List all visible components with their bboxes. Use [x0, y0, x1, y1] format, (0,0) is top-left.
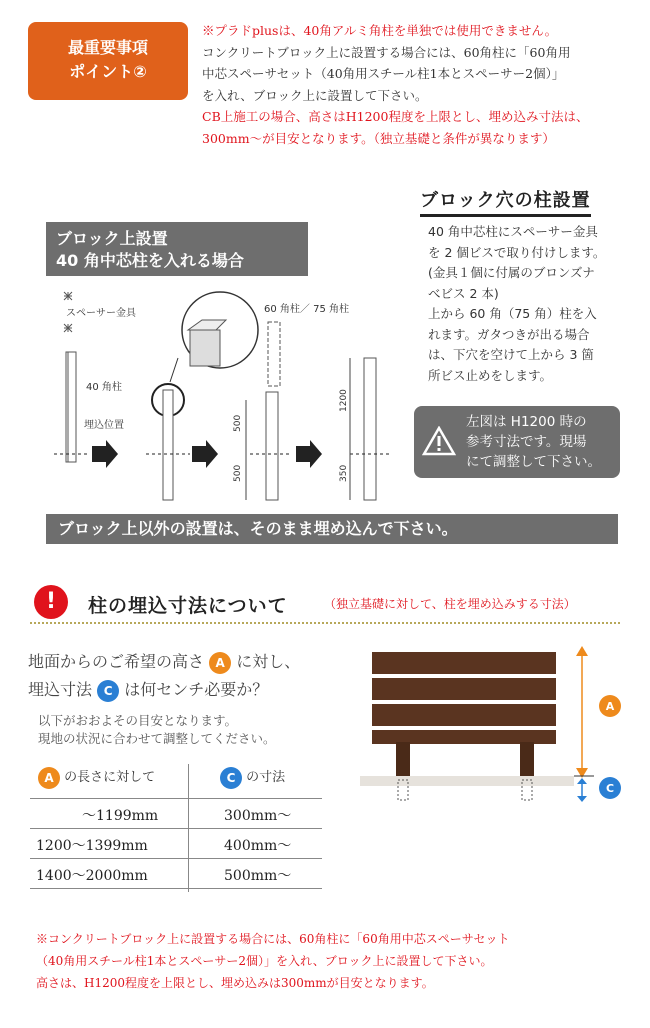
note-line2: 現地の状況に合わせて調整してください。 [38, 731, 276, 746]
note-line1: 以下がおおよその目安となります。 [38, 713, 238, 728]
zoom-pointer [170, 358, 178, 382]
table-head-a-text: の長さに対して [64, 770, 156, 785]
section-header [30, 585, 620, 625]
table-cell: 1400～2000mm [36, 868, 148, 884]
fence-board [372, 730, 556, 744]
dim-500a: 500 [233, 414, 243, 432]
table-cell: 500mm～ [224, 868, 292, 884]
question-l1b: に対し、 [236, 652, 301, 671]
warning-line3: にて調整して下さい。 [466, 454, 601, 470]
question-l2b: は何センチ必要か？ [124, 680, 269, 699]
embed-label: 埋込位置 [84, 420, 124, 431]
post-60-top [268, 322, 280, 386]
badge-a-icon: A [209, 652, 231, 674]
warning-box [414, 406, 620, 478]
arrow-icon [92, 440, 118, 468]
notice-line3: 中芯スペーサセット（40角用スチール柱1本とスペーサー2個）」 [202, 66, 565, 81]
arrow-icon [192, 440, 218, 468]
warning-icon [422, 426, 456, 456]
post-60 [266, 392, 278, 500]
fence-post [520, 742, 534, 776]
block-hole-title: ブロック穴の柱設置 [420, 186, 591, 217]
table-head-c-text: の寸法 [246, 770, 286, 785]
dim-350: 350 [339, 464, 349, 482]
table-head-a [38, 766, 155, 789]
notice-line2: コンクリートブロック上に設置する場合には、60角柱に「60角用 [202, 44, 571, 60]
fence-board [372, 652, 556, 674]
warning-line1: 左図は H1200 時の [466, 414, 587, 430]
desc-line: は、下穴を空けて上から 3 箇 [428, 347, 594, 362]
dim-1200: 1200 [339, 389, 349, 412]
arrow-icon [296, 440, 322, 468]
notice-line4: を入れ、ブロック上に設置して下さい。 [202, 87, 428, 103]
fence-board [372, 678, 556, 700]
notice-line1: ※プラドplusは、40角アルミ角柱を単独では使用できません。 [202, 23, 558, 38]
badge-line1: 最重要事項 [67, 38, 148, 57]
footnote [36, 928, 616, 994]
warning-line2: 参考寸法です。現場 [466, 434, 587, 450]
badge-c-icon: C [220, 767, 242, 789]
footnote-line2: （40角用スチール柱1本とスペーサー2個）」を入れ、ブロック上に設置して下さい。 [36, 954, 493, 968]
desc-line: 40 角中芯柱にスペーサー金具 [428, 224, 598, 239]
table-cell: 300mm～ [224, 808, 292, 824]
post40-label: 40 角柱 [86, 382, 122, 393]
footnote-line3: 高さは、H1200程度を上限とし、埋め込みは300mmが目安となります。 [36, 976, 434, 990]
zoom-post [190, 330, 220, 366]
desc-line: (金具１個に付属のブロンズナ [428, 265, 595, 280]
post-40 [66, 352, 76, 462]
fence-board [372, 704, 556, 726]
installation-diagram [50, 282, 410, 512]
question-l2a: 埋込寸法 [28, 680, 93, 699]
desc-line: 所ビス止めをします。 [428, 367, 553, 383]
notice-line5: CB上施工の場合、高さはH1200程度を上限とし、埋め込み寸法は、 [202, 109, 589, 124]
important-point-badge [28, 22, 188, 100]
desc-line: を 2 個ビスで取り付けします。 [428, 244, 606, 260]
desc-line: れます。ガタつきが出る場合 [428, 326, 590, 342]
on-block-line2: 40 角中芯柱を入れる場合 [56, 251, 244, 270]
table-cell: 1200～1399mm [36, 838, 148, 854]
on-block-banner [46, 222, 308, 276]
section-subtitle: （独立基礎に対して、柱を埋め込みする寸法） [324, 597, 576, 611]
spacer-label: スペーサー金具 [66, 308, 136, 319]
post-stage2 [163, 390, 173, 500]
exclamation-icon: ! [34, 585, 68, 619]
block-hole-desc [428, 222, 618, 386]
table-head-c [220, 766, 285, 789]
notice-line6: 300mm～が目安となります。（独立基礎と条件が異なります） [202, 130, 555, 146]
ground [360, 776, 574, 786]
question-l1a: 地面からのご希望の高さ [28, 652, 205, 671]
other-install-banner: ブロック上以外の設置は、そのまま埋め込んで下さい。 [46, 514, 618, 544]
fence-label-c: C [605, 782, 615, 795]
fence-post [396, 742, 410, 776]
badge-c-icon: C [97, 680, 119, 702]
post-final [364, 358, 376, 500]
fence-illustration [360, 634, 630, 804]
note [38, 712, 276, 748]
dotted-divider [30, 622, 620, 624]
badge-a-icon: A [38, 767, 60, 789]
badge-line2: ポイント② [69, 62, 147, 81]
footnote-line1: ※コンクリートブロック上に設置する場合には、60角柱に「60角用中芯スペーサセット [36, 932, 510, 946]
table-cell: 400mm～ [224, 838, 292, 854]
post60-label: 60 角柱／ 75 角柱 [264, 304, 349, 315]
dim-500b: 500 [233, 464, 243, 482]
fence-label-a: A [605, 700, 615, 713]
desc-line: 上から 60 角（75 角）柱を入 [428, 306, 597, 321]
desc-line: べビス 2 本) [428, 285, 499, 301]
on-block-line1: ブロック上設置 [56, 229, 168, 248]
section-title: 柱の埋込寸法について [88, 595, 288, 617]
notice-text [202, 20, 642, 149]
table-cell: ～1199mm [82, 808, 159, 824]
question [28, 648, 300, 704]
